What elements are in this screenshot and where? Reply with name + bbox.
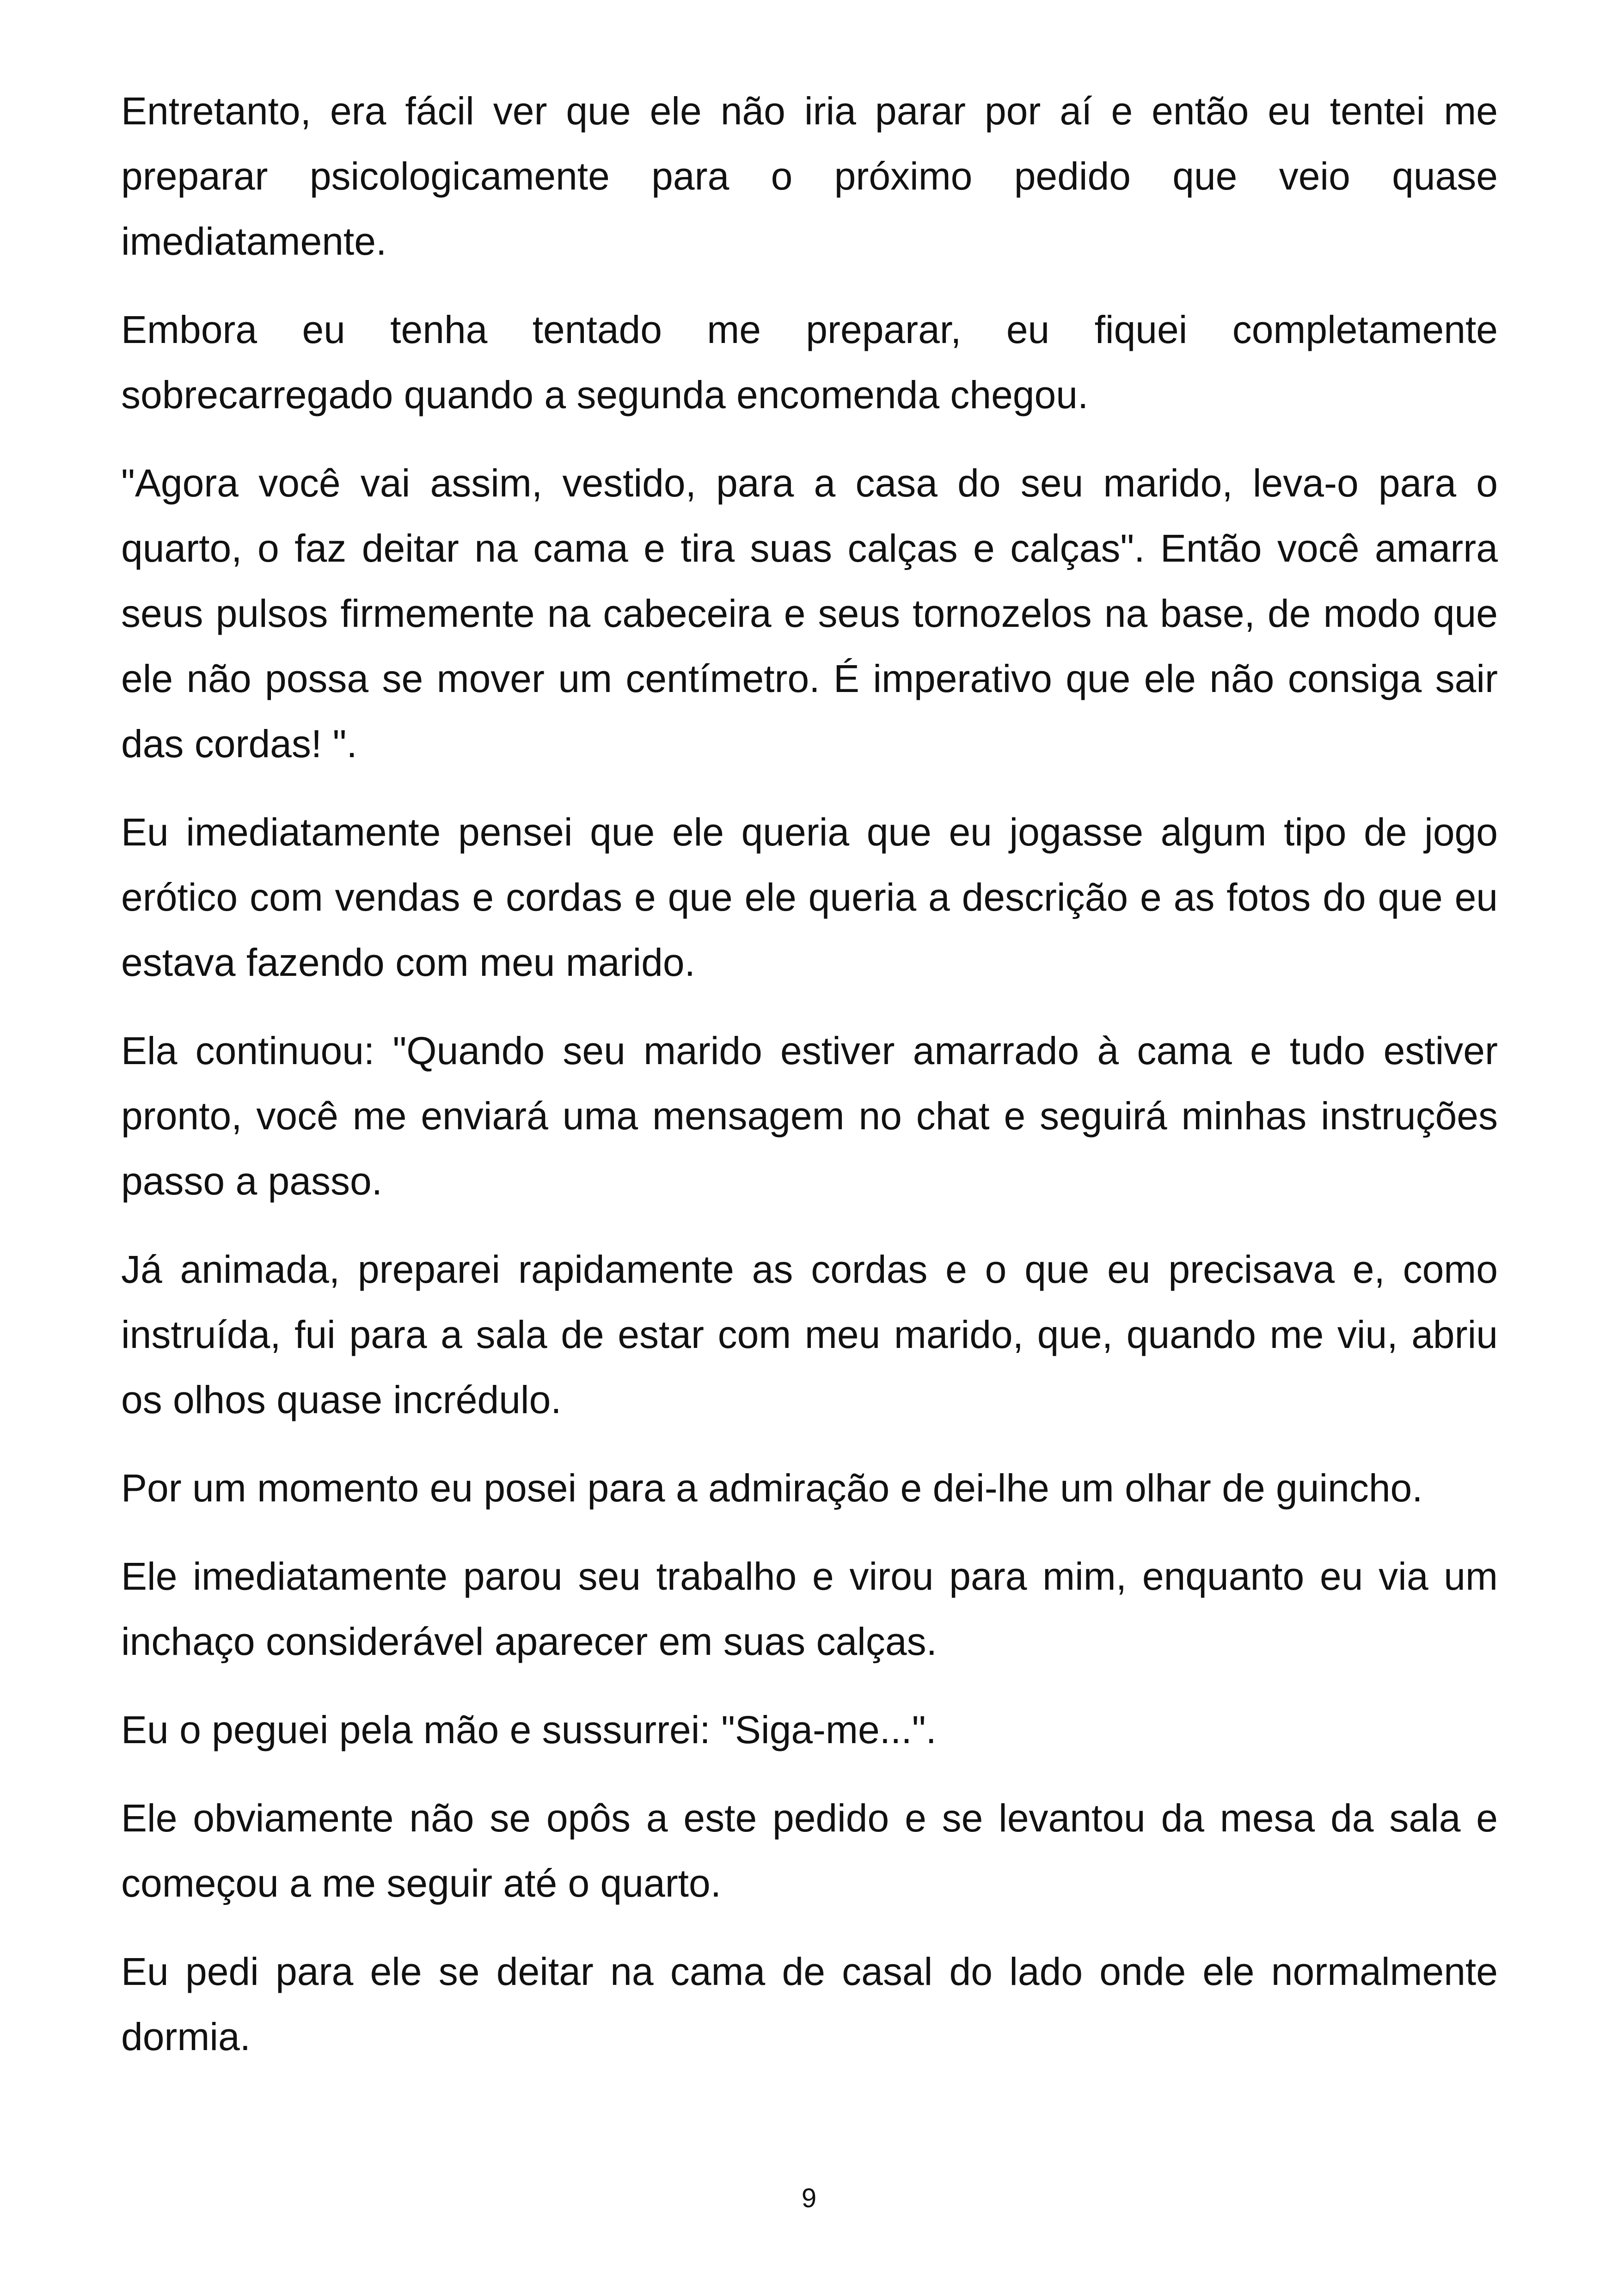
body-text <box>121 79 1498 2093</box>
paragraph: Já animada, preparei rapidamente as cordas e o que eu precisava e, como instruída, fui para a sala de estar com meu marido, que, quando me viu, abriu os olhos quase incrédulo. <box>121 1248 1498 1421</box>
paragraph: Ela continuou: "Quando seu marido estiver amarrado à cama e tudo estiver pronto, você me enviará uma mensagem no chat e seguirá minhas instruções passo a passo. <box>121 1029 1498 1203</box>
paragraph: Eu o peguei pela mão e sussurrei: "Siga-me...". <box>121 1708 937 1751</box>
paragraph: Embora eu tenha tentado me preparar, eu fiquei completamente sobrecarregado quando a segunda encomenda chegou. <box>121 308 1498 416</box>
paragraph: Ele imediatamente parou seu trabalho e virou para mim, enquanto eu via um inchaço considerável aparecer em suas calças. <box>121 1555 1498 1663</box>
paragraph: Eu imediatamente pensei que ele queria que eu jogasse algum tipo de jogo erótico com vendas e cordas e que ele queria a descrição e as fotos do que eu estava fazendo com meu marido. <box>121 810 1498 984</box>
paragraph: Entretanto, era fácil ver que ele não iria parar por aí e então eu tentei me preparar psicologicamente para o próximo pedido que veio quase imediatamente. <box>121 89 1498 263</box>
paragraph: Por um momento eu posei para a admiração e dei-lhe um olhar de guincho. <box>121 1466 1423 1510</box>
paragraph: Eu pedi para ele se deitar na cama de casal do lado onde ele normalmente dormia. <box>121 1950 1498 2058</box>
paragraph: "Agora você vai assim, vestido, para a casa do seu marido, leva-o para o quarto, o faz deitar na cama e tira suas calças e calças". Então você amarra seus pulsos firmemente na cabeceira e seus tornozelos na base, de modo que ele não possa se mover um centímetro. É imperativo que ele não consiga sair das cordas! ". <box>121 461 1498 765</box>
paragraph: Ele obviamente não se opôs a este pedido e se levantou da mesa da sala e começou a me seguir até o quarto. <box>121 1796 1498 1905</box>
page-number: 9 <box>801 2183 817 2213</box>
